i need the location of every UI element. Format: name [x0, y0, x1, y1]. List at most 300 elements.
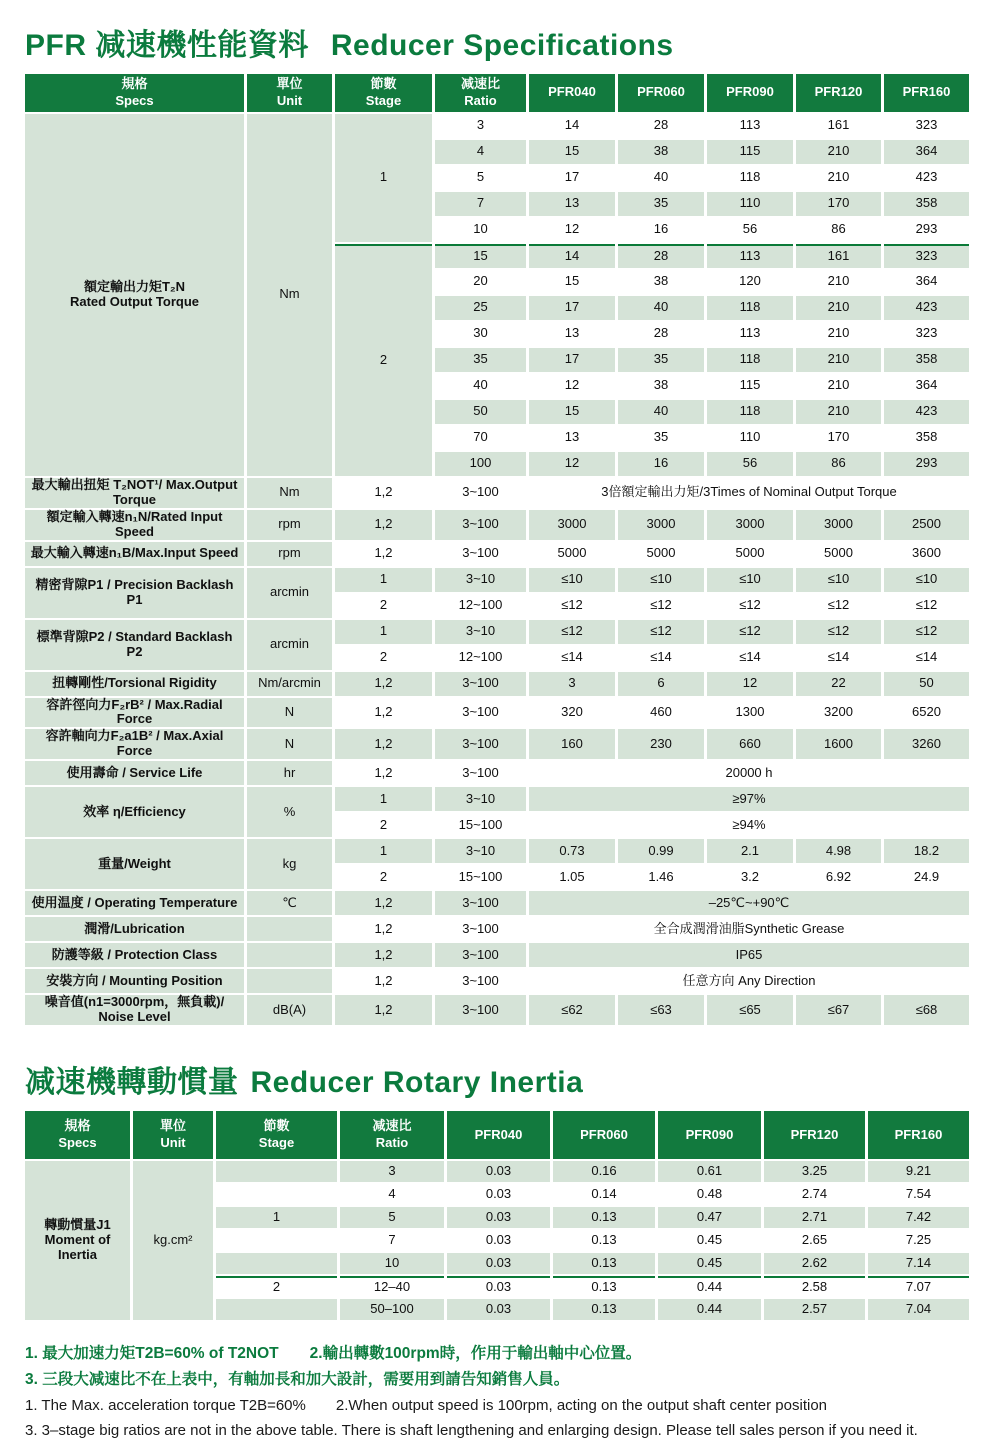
- table-row: [25, 620, 969, 644]
- value-cell: 10: [340, 1253, 444, 1274]
- column-header: 節數 Stage: [335, 74, 432, 112]
- value-cell: 115: [707, 374, 793, 398]
- value-cell: 3~100: [435, 969, 526, 993]
- column-header: PFR090: [658, 1111, 761, 1159]
- value-cell: 170: [796, 426, 881, 450]
- value-cell: 3.25: [764, 1161, 865, 1182]
- value-cell: 22: [796, 672, 881, 696]
- value-cell: 12: [529, 218, 615, 242]
- value-cell: 6520: [884, 698, 969, 728]
- value-cell: 1,2: [335, 917, 432, 941]
- value-cell: 3~100: [435, 478, 526, 508]
- value-cell: 0.45: [658, 1230, 761, 1251]
- value-cell: 14: [529, 244, 615, 268]
- value-cell: ≤12: [884, 620, 969, 644]
- table-row: [25, 729, 969, 759]
- value-cell: 3.2: [707, 865, 793, 889]
- value-cell: 17: [529, 348, 615, 372]
- value-cell: 40: [618, 296, 704, 320]
- value-cell: hr: [247, 761, 332, 785]
- value-cell: [216, 1253, 337, 1274]
- value-cell: 38: [618, 374, 704, 398]
- value-cell: 28: [618, 114, 704, 138]
- value-cell: ≤12: [618, 620, 704, 644]
- value-cell: 3: [529, 672, 615, 696]
- value-cell: 364: [884, 374, 969, 398]
- value-cell: 118: [707, 400, 793, 424]
- value-cell: 1.05: [529, 865, 615, 889]
- value-cell: 160: [529, 729, 615, 759]
- value-cell: 86: [796, 218, 881, 242]
- value-cell: 14: [529, 114, 615, 138]
- value-cell: 1,2: [335, 969, 432, 993]
- value-cell: 423: [884, 166, 969, 190]
- table-row: [25, 698, 969, 728]
- value-cell: 1,2: [335, 698, 432, 728]
- value-cell: 2500: [884, 510, 969, 540]
- value-cell: 1,2: [335, 672, 432, 696]
- value-cell: ≤10: [884, 568, 969, 592]
- value-cell: 323: [884, 322, 969, 346]
- value-cell: ≤12: [529, 620, 615, 644]
- value-cell: 0.13: [553, 1276, 655, 1297]
- value-cell: 3~100: [435, 542, 526, 566]
- value-cell: 2: [335, 646, 432, 670]
- spec-label-cell: 使用温度 / Operating Temperature: [25, 891, 244, 915]
- value-cell: 3200: [796, 698, 881, 728]
- value-cell: 1,2: [335, 542, 432, 566]
- value-cell: 24.9: [884, 865, 969, 889]
- value-cell: 任意方向 Any Direction: [529, 969, 969, 993]
- spec-label-cell: 精密背隙P1 / Precision Backlash P1: [25, 568, 244, 618]
- value-cell: ≤65: [707, 995, 793, 1025]
- value-cell: 170: [796, 192, 881, 216]
- value-cell: 110: [707, 426, 793, 450]
- value-cell: 118: [707, 166, 793, 190]
- value-cell: 70: [435, 426, 526, 450]
- value-cell: 2.57: [764, 1299, 865, 1320]
- value-cell: ≤12: [618, 594, 704, 618]
- value-cell: 4: [435, 140, 526, 164]
- value-cell: 2: [335, 594, 432, 618]
- value-cell: 3000: [618, 510, 704, 540]
- value-cell: 50: [884, 672, 969, 696]
- value-cell: 210: [796, 270, 881, 294]
- value-cell: 0.03: [447, 1184, 550, 1205]
- table-row: [25, 969, 969, 993]
- value-cell: 0.03: [447, 1253, 550, 1274]
- value-cell: arcmin: [247, 620, 332, 670]
- value-cell: 323: [884, 114, 969, 138]
- value-cell: 0.99: [618, 839, 704, 863]
- value-cell: 364: [884, 140, 969, 164]
- value-cell: 3~10: [435, 839, 526, 863]
- value-cell: 1,2: [335, 510, 432, 540]
- value-cell: 12–40: [340, 1276, 444, 1297]
- value-cell: %: [247, 787, 332, 837]
- column-header: 减速比 Ratio: [435, 74, 526, 112]
- table-row: [25, 478, 969, 508]
- spec-label-cell: 額定輸入轉速n₁N/Rated Input Speed: [25, 510, 244, 540]
- value-cell: 210: [796, 140, 881, 164]
- value-cell: 28: [618, 244, 704, 268]
- value-cell: 12: [707, 672, 793, 696]
- value-cell: 9.21: [868, 1161, 969, 1182]
- value-cell: 1,2: [335, 761, 432, 785]
- value-cell: 35: [435, 348, 526, 372]
- value-cell: ≤10: [707, 568, 793, 592]
- value-cell: 15~100: [435, 813, 526, 837]
- spec-label-cell: 額定輸出力矩T₂N Rated Output Torque: [25, 114, 244, 476]
- value-cell: 15: [529, 270, 615, 294]
- value-cell: 4.98: [796, 839, 881, 863]
- value-cell: 2: [216, 1276, 337, 1297]
- value-cell: 3260: [884, 729, 969, 759]
- value-cell: –25℃~+90℃: [529, 891, 969, 915]
- value-cell: 460: [618, 698, 704, 728]
- value-cell: 0.03: [447, 1230, 550, 1251]
- value-cell: 5000: [618, 542, 704, 566]
- column-header: PFR090: [707, 74, 793, 112]
- value-cell: ≤12: [529, 594, 615, 618]
- value-cell: 423: [884, 400, 969, 424]
- column-header: 規格 Specs: [25, 74, 244, 112]
- value-cell: 3600: [884, 542, 969, 566]
- value-cell: [216, 1299, 337, 1320]
- value-cell: 3000: [529, 510, 615, 540]
- value-cell: 113: [707, 322, 793, 346]
- value-cell: 50: [435, 400, 526, 424]
- value-cell: 0.47: [658, 1207, 761, 1228]
- value-cell: 3~100: [435, 761, 526, 785]
- table-row: [25, 672, 969, 696]
- value-cell: 40: [618, 400, 704, 424]
- value-cell: 7.04: [868, 1299, 969, 1320]
- value-cell: 10: [435, 218, 526, 242]
- column-header: 單位 Unit: [133, 1111, 213, 1159]
- value-cell: Nm/arcmin: [247, 672, 332, 696]
- value-cell: 28: [618, 322, 704, 346]
- spec-label-cell: 最大輸入轉速n₁B/Max.Input Speed: [25, 542, 244, 566]
- value-cell: 358: [884, 192, 969, 216]
- value-cell: 7.07: [868, 1276, 969, 1297]
- spec-label-cell: 安裝方向 / Mounting Position: [25, 969, 244, 993]
- value-cell: IP65: [529, 943, 969, 967]
- inertia-title-zh: 减速機轉動慣量: [25, 1066, 239, 1100]
- value-cell: 0.45: [658, 1253, 761, 1274]
- value-cell: 3倍額定輸出力矩/3Times of Nominal Output Torque: [529, 478, 969, 508]
- value-cell: 2.74: [764, 1184, 865, 1205]
- value-cell: 1,2: [335, 891, 432, 915]
- value-cell: 210: [796, 296, 881, 320]
- value-cell: 660: [707, 729, 793, 759]
- value-cell: ≤14: [796, 646, 881, 670]
- value-cell: 2.1: [707, 839, 793, 863]
- value-cell: 1: [335, 787, 432, 811]
- table-row: [25, 761, 969, 785]
- value-cell: 35: [618, 348, 704, 372]
- value-cell: 0.13: [553, 1253, 655, 1274]
- value-cell: 15: [529, 140, 615, 164]
- value-cell: rpm: [247, 542, 332, 566]
- value-cell: 56: [707, 218, 793, 242]
- column-header: PFR040: [447, 1111, 550, 1159]
- value-cell: 0.13: [553, 1230, 655, 1251]
- value-cell: 113: [707, 244, 793, 268]
- table-row: [25, 114, 969, 138]
- column-header: PFR160: [884, 74, 969, 112]
- value-cell: 210: [796, 348, 881, 372]
- value-cell: 0.13: [553, 1299, 655, 1320]
- value-cell: 38: [618, 270, 704, 294]
- value-cell: rpm: [247, 510, 332, 540]
- specs-page-title: [25, 20, 975, 64]
- value-cell: N: [247, 729, 332, 759]
- value-cell: 20: [435, 270, 526, 294]
- value-cell: 25: [435, 296, 526, 320]
- value-cell: 2.58: [764, 1276, 865, 1297]
- table-row: [25, 510, 969, 540]
- value-cell: 364: [884, 270, 969, 294]
- value-cell: 5000: [529, 542, 615, 566]
- spec-label-cell: 重量/Weight: [25, 839, 244, 889]
- value-cell: 2: [335, 813, 432, 837]
- spec-label-cell: 噪音值(n1=3000rpm，無負載)/ Noise Level: [25, 995, 244, 1025]
- table-row: [25, 787, 969, 811]
- value-cell: 3~10: [435, 620, 526, 644]
- value-cell: ≤12: [884, 594, 969, 618]
- value-cell: ≤67: [796, 995, 881, 1025]
- footnote-zh-2: 3. 三段大减速比不在上表中，有軸加長和加大設計，需要用到請告知銷售人員。: [25, 1371, 570, 1389]
- value-cell: 17: [529, 296, 615, 320]
- value-cell: 16: [618, 452, 704, 476]
- table-row: [25, 943, 969, 967]
- rotary-inertia-table: [22, 1109, 972, 1322]
- column-header: 節數 Stage: [216, 1111, 337, 1159]
- value-cell: 1,2: [335, 943, 432, 967]
- value-cell: 35: [618, 426, 704, 450]
- value-cell: 3: [340, 1161, 444, 1182]
- value-cell: 7: [435, 192, 526, 216]
- footnotes: [25, 1342, 975, 1443]
- value-cell: 2.71: [764, 1207, 865, 1228]
- table-row: [25, 542, 969, 566]
- spec-label-cell: 扭轉剛性/Torsional Rigidity: [25, 672, 244, 696]
- value-cell: 3~100: [435, 995, 526, 1025]
- value-cell: 358: [884, 348, 969, 372]
- value-cell: 3~100: [435, 917, 526, 941]
- value-cell: 110: [707, 192, 793, 216]
- value-cell: N: [247, 698, 332, 728]
- value-cell: [216, 1184, 337, 1205]
- value-cell: 118: [707, 348, 793, 372]
- value-cell: 3000: [707, 510, 793, 540]
- value-cell: 50–100: [340, 1299, 444, 1320]
- value-cell: ≤14: [618, 646, 704, 670]
- value-cell: 18.2: [884, 839, 969, 863]
- column-header: PFR060: [618, 74, 704, 112]
- table-row: [25, 891, 969, 915]
- value-cell: ≤10: [618, 568, 704, 592]
- value-cell: 35: [618, 192, 704, 216]
- value-cell: 2.62: [764, 1253, 865, 1274]
- column-header: 規格 Specs: [25, 1111, 130, 1159]
- value-cell: 15: [529, 400, 615, 424]
- value-cell: Nm: [247, 478, 332, 508]
- value-cell: 358: [884, 426, 969, 450]
- value-cell: 20000 h: [529, 761, 969, 785]
- inertia-title-en: Reducer Rotary Inertia: [250, 1066, 584, 1100]
- value-cell: ≤62: [529, 995, 615, 1025]
- value-cell: 0.13: [553, 1207, 655, 1228]
- value-cell: 30: [435, 322, 526, 346]
- footnote-zh-1: 1. 最大加速力矩T2B=60% of T2NOT 2.輸出轉數100rpm時，作用于輸出軸中心位置。: [25, 1345, 642, 1363]
- value-cell: ℃: [247, 891, 332, 915]
- value-cell: Nm: [247, 114, 332, 476]
- value-cell: 5: [435, 166, 526, 190]
- inertia-page-title: [25, 1057, 975, 1101]
- value-cell: [247, 969, 332, 993]
- value-cell: 0.44: [658, 1299, 761, 1320]
- value-cell: 0.48: [658, 1184, 761, 1205]
- value-cell: 15: [435, 244, 526, 268]
- spec-label-cell: 容許軸向力F₂a1B² / Max.Axial Force: [25, 729, 244, 759]
- value-cell: ≤10: [529, 568, 615, 592]
- value-cell: kg.cm²: [133, 1161, 213, 1320]
- value-cell: ≤14: [529, 646, 615, 670]
- value-cell: 230: [618, 729, 704, 759]
- spec-label-cell: 轉動慣量J1 Moment of Inertia: [25, 1161, 130, 1320]
- spec-label-cell: 最大輸出扭矩 T₂NOT¹/ Max.Output Torque: [25, 478, 244, 508]
- value-cell: ≤14: [707, 646, 793, 670]
- value-cell: 0.03: [447, 1299, 550, 1320]
- value-cell: 3~100: [435, 672, 526, 696]
- value-cell: 15~100: [435, 865, 526, 889]
- column-header: PFR120: [796, 74, 881, 112]
- reducer-specifications-table: [22, 72, 972, 1027]
- value-cell: 1300: [707, 698, 793, 728]
- value-cell: arcmin: [247, 568, 332, 618]
- value-cell: 7: [340, 1230, 444, 1251]
- value-cell: 1,2: [335, 729, 432, 759]
- value-cell: 323: [884, 244, 969, 268]
- value-cell: 86: [796, 452, 881, 476]
- value-cell: 2: [335, 244, 432, 476]
- specs-title-en: Reducer Specifications: [330, 29, 674, 62]
- value-cell: 12~100: [435, 594, 526, 618]
- value-cell: 13: [529, 322, 615, 346]
- value-cell: 120: [707, 270, 793, 294]
- column-header: PFR120: [764, 1111, 865, 1159]
- value-cell: 12~100: [435, 646, 526, 670]
- footnote-en-1: 1. The Max. acceleration torque T2B=60% 2.When output speed is 100rpm, acting on the output shaft center position: [25, 1396, 828, 1414]
- value-cell: 17: [529, 166, 615, 190]
- value-cell: 210: [796, 166, 881, 190]
- value-cell: [216, 1161, 337, 1182]
- value-cell: 1.46: [618, 865, 704, 889]
- value-cell: 1: [335, 839, 432, 863]
- value-cell: [216, 1230, 337, 1251]
- value-cell: 7.14: [868, 1253, 969, 1274]
- value-cell: 3~100: [435, 729, 526, 759]
- value-cell: 3: [435, 114, 526, 138]
- value-cell: 1: [216, 1207, 337, 1228]
- value-cell: 2: [335, 865, 432, 889]
- value-cell: 1,2: [335, 478, 432, 508]
- table-row: [25, 917, 969, 941]
- value-cell: 293: [884, 218, 969, 242]
- value-cell: dB(A): [247, 995, 332, 1025]
- value-cell: [247, 917, 332, 941]
- table-row: [25, 839, 969, 863]
- spec-label-cell: 使用壽命 / Service Life: [25, 761, 244, 785]
- value-cell: 40: [618, 166, 704, 190]
- value-cell: 293: [884, 452, 969, 476]
- value-cell: 210: [796, 400, 881, 424]
- value-cell: 2.65: [764, 1230, 865, 1251]
- value-cell: 5: [340, 1207, 444, 1228]
- value-cell: 423: [884, 296, 969, 320]
- table-row: [25, 1161, 969, 1182]
- value-cell: 12: [529, 374, 615, 398]
- value-cell: 3~100: [435, 510, 526, 540]
- value-cell: ≤12: [796, 620, 881, 644]
- value-cell: 0.44: [658, 1276, 761, 1297]
- value-cell: kg: [247, 839, 332, 889]
- value-cell: 113: [707, 114, 793, 138]
- value-cell: 5000: [707, 542, 793, 566]
- value-cell: 7.25: [868, 1230, 969, 1251]
- column-header: 單位 Unit: [247, 74, 332, 112]
- column-header: 减速比 Ratio: [340, 1111, 444, 1159]
- spec-label-cell: 標準背隙P2 / Standard Backlash P2: [25, 620, 244, 670]
- value-cell: ≤12: [796, 594, 881, 618]
- value-cell: 12: [529, 452, 615, 476]
- value-cell: 100: [435, 452, 526, 476]
- value-cell: 3~10: [435, 568, 526, 592]
- value-cell: 13: [529, 192, 615, 216]
- value-cell: ≤12: [707, 594, 793, 618]
- spec-label-cell: 容許徑向力F₂rB² / Max.Radial Force: [25, 698, 244, 728]
- value-cell: 56: [707, 452, 793, 476]
- value-cell: 0.61: [658, 1161, 761, 1182]
- value-cell: 3~100: [435, 891, 526, 915]
- value-cell: 16: [618, 218, 704, 242]
- value-cell: 38: [618, 140, 704, 164]
- value-cell: 3000: [796, 510, 881, 540]
- value-cell: ≥97%: [529, 787, 969, 811]
- value-cell: 161: [796, 244, 881, 268]
- value-cell: 161: [796, 114, 881, 138]
- value-cell: 1600: [796, 729, 881, 759]
- spec-label-cell: 效率 η/Efficiency: [25, 787, 244, 837]
- value-cell: 6: [618, 672, 704, 696]
- value-cell: ≤10: [796, 568, 881, 592]
- value-cell: 0.03: [447, 1207, 550, 1228]
- value-cell: ≤14: [884, 646, 969, 670]
- value-cell: 6.92: [796, 865, 881, 889]
- spec-label-cell: 防護等級 / Protection Class: [25, 943, 244, 967]
- value-cell: 1: [335, 568, 432, 592]
- value-cell: 0.73: [529, 839, 615, 863]
- value-cell: ≤63: [618, 995, 704, 1025]
- value-cell: 0.03: [447, 1276, 550, 1297]
- value-cell: 40: [435, 374, 526, 398]
- value-cell: 0.03: [447, 1161, 550, 1182]
- value-cell: 115: [707, 140, 793, 164]
- value-cell: 3~10: [435, 787, 526, 811]
- value-cell: ≤12: [707, 620, 793, 644]
